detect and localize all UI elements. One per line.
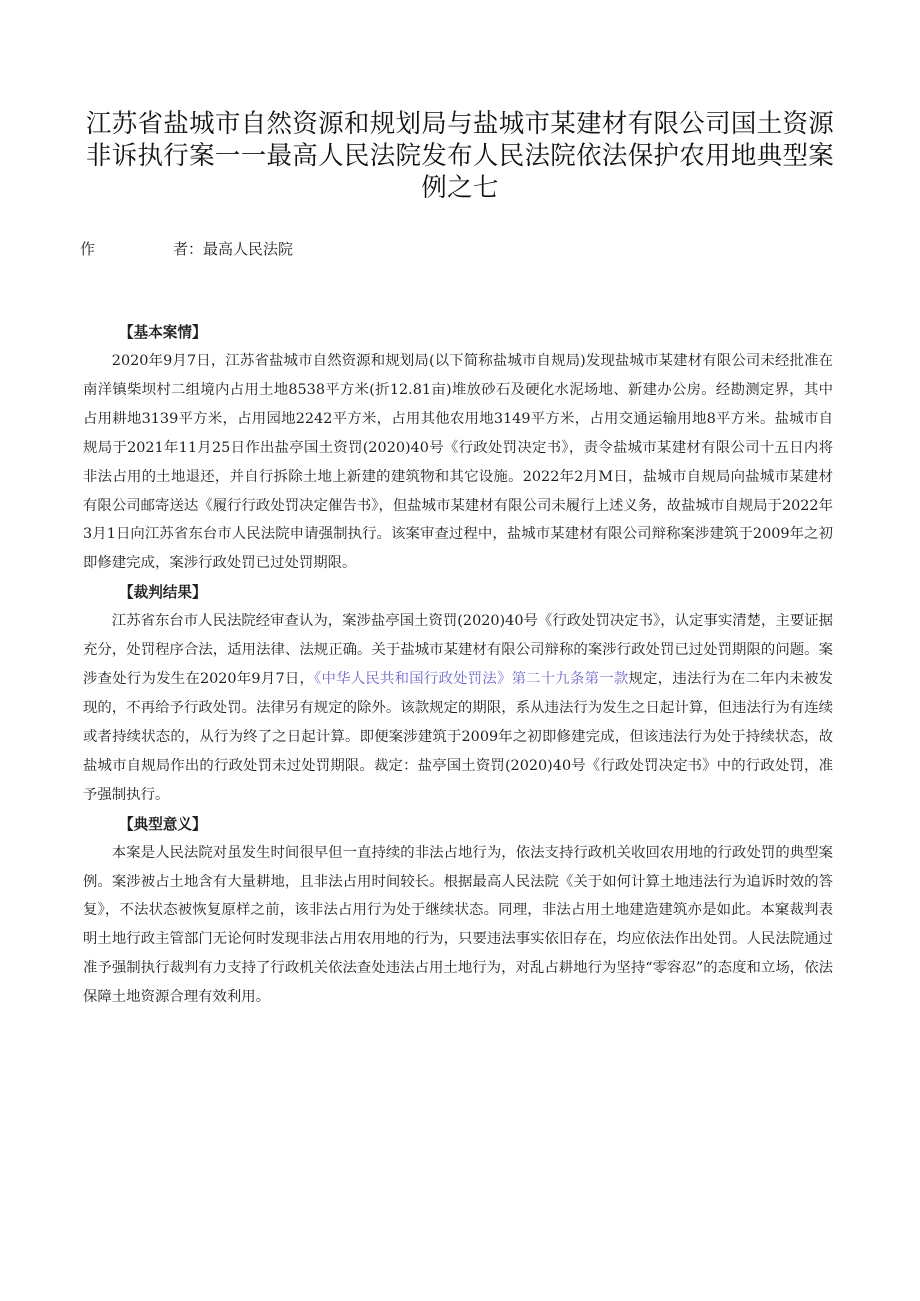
section-text-significance: 本案是人民法院对虽发生时间很早但一直持续的非法占地行为，依法支持行政机关收回农用地的行政处罚的典型案例。案涉被占土地含有大量耕地，且非法占用时间较长。根据最高人民法院《关于如何计算土地违法行为追诉时效的答复》，不法状态被恢复原样之前，该非法占用行为处于继续状态。同理，非法占用土地建造建筑亦是如此。本窠裁判表明土地行政主管部门无论何时发现非法占用农用地的行为，只要违法事实依旧存在，均应依法作出处罚。人民法院通过准予强制执行裁判有力支持了行政机关依法查处违法占用土地行为，对乱占耕地行为坚持“零容忍”的态度和立场，依法保障土地资源合理有效利用。 bbox=[83, 844, 833, 1006]
ruling-text-after-link: 规定，违法行为在二年内未被发现的，不再给予行政处罚。法律另有规定的除外。该款规定的期限，系从违法行为发生之日起计算，但违法行为有连续或者持续状态的，从行为终了之日起计算。即便案涉建筑于2009年之初即修建完成，但该违法行为处于持续状态，故盐城市自规局作出的行政处罚未过处罚期限。裁定：盐亭国土资罚(2020)40号《行政处罚决定书》中的行政处罚，准予强制执行。 bbox=[83, 671, 833, 803]
section-heading-significance: 【典型意义】 bbox=[119, 815, 207, 833]
law-reference-link[interactable]: 《中华人民共和国行政处罚法》第二十九条第一款 bbox=[314, 671, 629, 688]
section-text-ruling bbox=[83, 607, 833, 809]
document-body bbox=[83, 318, 833, 1012]
author-label-second: 者： bbox=[173, 240, 204, 258]
ruling-text-before-link: 江苏省东台市人民法院经审查认为，案涉盐亭国土资罚(2020)40号《行政处罚决定书》，认定事实清楚，主要证据充分，处罚程序合法，适用法律、法规正确。关于盐城市某建材有限公司辩称的案涉行政处罚已过处罚期限的问题。案涉查处行为发生在2020年9月7日， bbox=[83, 613, 833, 688]
section-heading-basic-facts: 【基本案情】 bbox=[119, 324, 207, 341]
section-text-basic-facts: 2020年9月7日，江苏省盐城市自然资源和规划局(以下简称盐城市自规局)发现盐城市某建材有限公司未经批准在南洋镇柴坝村二组境内占用土地8538平方米(折12.81亩)堆放砂石及硬化水泥场地、新建办公房。经勘测定界，其中占用耕地3139平方米，占用园地2242平方米，占用其他农用地3149平方米，占用交通运输用地8平方米。盐城市自规局于2021年11月25日作出盐亭国土资罚(2020)40号《行政处罚决定书》，责令盐城市某建材有限公司十五日内将非法占用的土地退还，并自行拆除土地上新建的建筑物和其它设施。2022年2月M日，盐城市自规局向盐城市某建材有限公司邮寄送达《履行行政处罚决定催告书》，但盐城市某建材有限公司未履行上述义务，故盐城市自规局于2022年3月1日向江苏省东台市人民法院申请强制执行。该案审查过程中，盐城市某建材有限公司辩称案涉建筑于2009年之初即修建完成，案涉行政处罚已过处罚期限。 bbox=[83, 353, 833, 572]
section-heading-ruling: 【裁判结果】 bbox=[119, 584, 207, 602]
author-value: 最高人民法院 bbox=[203, 240, 294, 258]
document-title: 江苏省盐城市自然资源和规划局与盐城市某建材有限公司国土资源非诉执行案一一最高人民法院发布人民法院依法保护农用地典型案例之七 bbox=[85, 109, 835, 203]
author-label-first: 作 bbox=[80, 240, 96, 258]
author-line bbox=[80, 238, 480, 260]
